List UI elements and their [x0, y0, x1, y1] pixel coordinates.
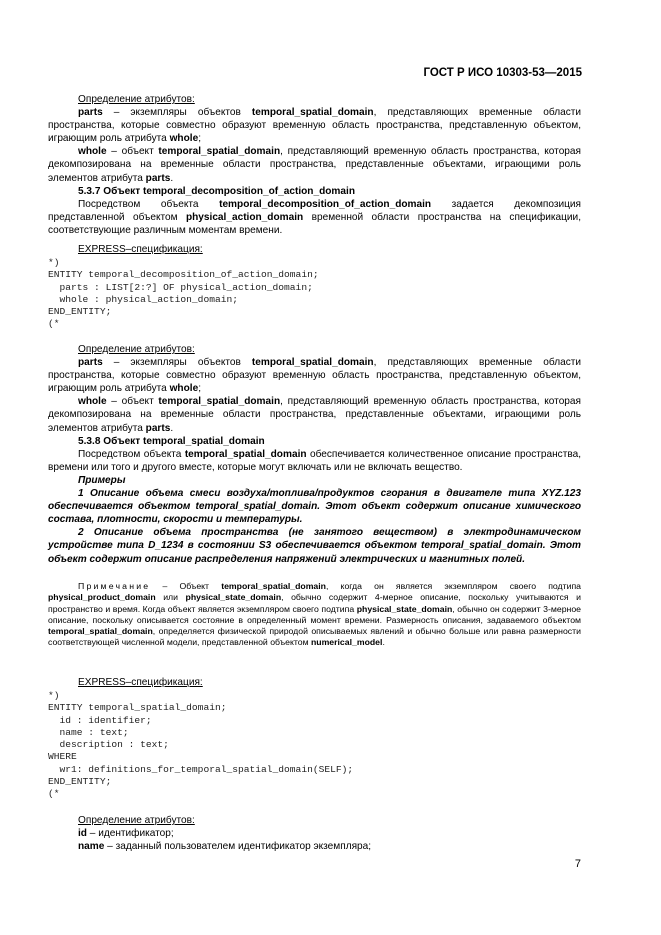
name-definition: name – заданный пользователем идентификатор экземпляра; [78, 841, 372, 853]
attribute-definitions-2: Определение атрибутов: parts – экземпляры объектов temporal_spatial_domain, представляющих временные области пространства, которые совместно образуют временную область пространства, представленную объектом, играющим роль атрибута whole; whole – объект temporal_spatial_domain, представляющий временную область пространства, которая декомпозирована на временные области пространства, представленные объектами, играющими роль элементов атрибута parts. 5.3.8 Объект temporal_spatial_domain Посредством объекта temporal_spatial_domain обеспечивается количественное описание пространства, времени или того и другого вместе, которые могут включать или не включать вещество. Примеры 1 Описание объема смеси воздуха/топлива/продуктов сгорания в двигателе типа XYZ.123 обеспечивается объектом temporal_spatial_domain. Этот объект содержит описание химического состава, плотности, скорости и температуры. 2 Описание объема пространства (не занятого веществом) в электродинамическом устройстве типа D_1234 в состоянии S3 обеспечивается объектом temporal_spatial_domain. Этот объект содержит описание распределения напряжений электрических и магнитных полей. [48, 344, 581, 565]
page-number: 7 [574, 858, 581, 870]
attribute-definitions-1 [48, 93, 581, 237]
example-2: 2 Описание объема пространства (не занятого веществом) в электродинамическом устройстве типа D_1234 в состоянии S3 обеспечивается объектом temporal_spatial_domain. Этот объект содержит описание распределения напряжений электрических и магнитных полей. [48, 527, 581, 565]
express-code-2: *) ENTITY temporal_spatial_domain; id : identifier; name : text; description : text; WHERE wr1: definitions_for_temporal_spatial_domain(SELF); END_ENTITY; (* [48, 690, 354, 800]
express-label-1: EXPRESS–спецификация: [78, 244, 203, 255]
example-1: 1 Описание объема смеси воздуха/топлива/продуктов сгорания в двигателе типа XYZ.123 обеспечивается объектом temporal_spatial_domain. Этот объект содержит описание химического состава, плотности, скорости и температуры. [48, 488, 581, 526]
express-label-2: EXPRESS–спецификация: [78, 677, 203, 688]
clause-text: Посредством объекта temporal_decomposition_of_action_domain задается декомпозиция представленной объектом physical_action_domain временной области пространства на спецификации, соответствующие различным моментам времени. [48, 198, 581, 236]
examples-label: Примеры [78, 474, 126, 486]
whole-definition: whole – объект temporal_spatial_domain, представляющий временную область пространства, которая декомпозирована на временные области пространства, представленные объектами, играющими роль элементов атрибута parts. [48, 396, 581, 434]
attr-heading: Определение атрибутов: [78, 94, 195, 105]
clause-title: 5.3.7 Объект temporal_decomposition_of_action_domain [78, 185, 355, 197]
parts-definition: parts – экземпляры объектов temporal_spatial_domain, представляющих временные области пространства, которые совместно образуют временную область пространства, представленную объектом, играющим роль атрибута whole; [48, 357, 581, 395]
attribute-definitions-3: Определение атрибутов: id – идентификатор; name – заданный пользователем идентификатор экземпляра; [48, 814, 581, 853]
parts-definition: parts – экземпляры объектов temporal_spatial_domain, представляющих временные области пространства, которые совместно образуют временную область пространства, представленную объектом, играющим роль атрибута whole; [48, 107, 581, 145]
id-definition: id – идентификатор; [78, 828, 174, 840]
whole-definition: whole – объект temporal_spatial_domain, представляющий временную область пространства, которая декомпозирована на временные области пространства, представленные объектами, играющими роль элементов атрибута parts. [48, 146, 581, 184]
clause-title: 5.3.8 Объект temporal_spatial_domain [78, 435, 265, 447]
note-block: Примечание – Объект temporal_spatial_domain, когда он является экземпляром своего подтипа physical_product_domain или physical_state_domain, обычно содержит 4-мерное описание, поскольку учитываются и пространство и время. Когда объект является экземпляром своего подтипа physical_state_domain, обычно он содержит 3-мерное описание, поскольку описывается состояние в определенный момент времени. Размерность описания, задаваемого объектом temporal_spatial_domain, определяется физической природой описываемых явлений и обычно больше или равна размерности соответствующей численной модели, представленной объектом numerical_model. [48, 581, 581, 648]
clause-text: Посредством объекта temporal_spatial_domain обеспечивается количественное описание пространства, времени или того и другого вместе, которые могут включать или не включать вещество. [48, 448, 581, 473]
document-header: ГОСТ Р ИСО 10303-53—2015 [423, 67, 582, 79]
express-code-1: *) ENTITY temporal_decomposition_of_action_domain; parts : LIST[2:?] OF physical_action_domain; whole : physical_action_domain; END_ENTITY; (* [48, 257, 319, 330]
